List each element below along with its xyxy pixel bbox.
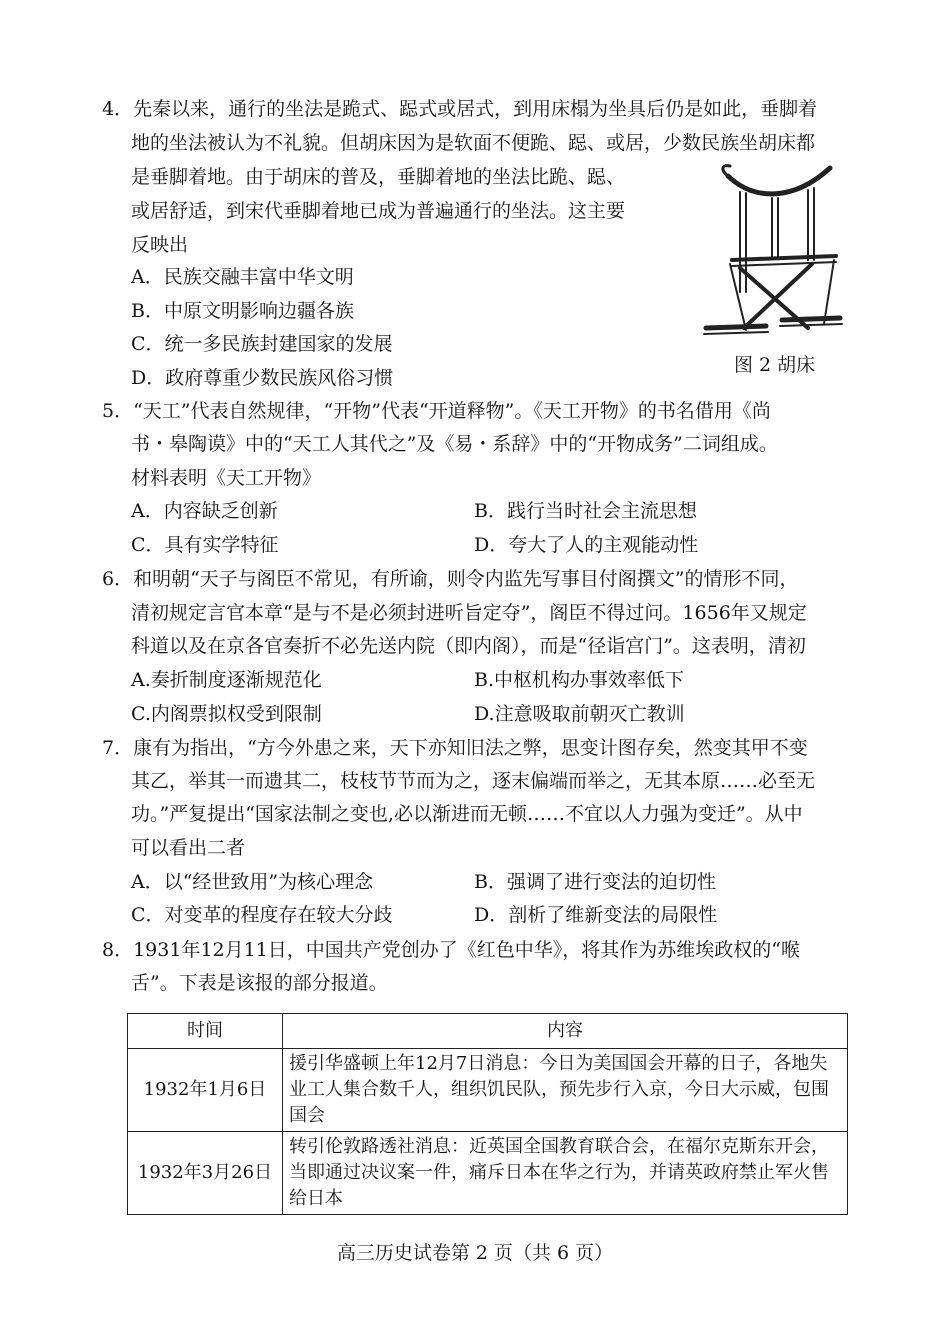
row-content: 援引华盛顿上年12月7日消息：今日为美国国会开幕的日子，各地失业工人集合数千人，组织饥民队，预先步行入京，今日大示威，包围国会 <box>283 1049 848 1132</box>
row-date: 1932年1月6日 <box>128 1049 283 1132</box>
q4-line-3: 是垂脚着地。由于胡床的普及，垂脚着地的坐法比跪、跽、 <box>131 166 626 188</box>
news-table <box>127 1013 848 1215</box>
q6-line-3: 科道以及在京各官奏折不必先送内院（即内阁），而是“径诣宫门”。这表明，清初 <box>131 635 806 657</box>
table-row <box>128 1132 848 1215</box>
q7-option-c: C．对变革的程度存在较大分歧 <box>131 904 393 926</box>
figure-caption: 图 2 胡床 <box>734 354 816 376</box>
q7-line-1: 7．康有为指出，“方今外患之来，天下亦知旧法之弊，思变计图存矣，然变其甲不变 <box>102 737 808 759</box>
row-date: 1932年3月26日 <box>128 1132 283 1215</box>
table-row <box>128 1049 848 1132</box>
q5-option-c: C．具有实学特征 <box>131 534 279 556</box>
page-footer: 高三历史试卷第 2 页（共 6 页） <box>336 1242 614 1264</box>
q8-line-1: 8．1931年12月11日，中国共产党创办了《红色中华》，将其作为苏维埃政权的“喉 <box>102 939 801 961</box>
q6-option-a: A.奏折制度逐渐规范化 <box>131 669 322 691</box>
q4-line-1: 4．先秦以来，通行的坐法是跪式、跽式或居式，到用床榻为坐具后仍是如此，垂脚着 <box>102 98 818 120</box>
q4-line-5: 反映出 <box>131 234 189 256</box>
folding-stool-illustration <box>700 160 850 350</box>
q4-line-2: 地的坐法被认为不礼貌。但胡床因为是软面不便跪、跽、或居，少数民族坐胡床都 <box>131 132 816 154</box>
q5-option-b: B．践行当时社会主流思想 <box>474 500 697 522</box>
q6-line-1: 6．和明朝“天子与阁臣不常见，有所谕，则令内监先写事目付阁撰文”的情形不同， <box>102 568 799 590</box>
q5-line-2: 书・皋陶谟》中的“天工人其代之”及《易・系辞》中的“开物成务”二词组成。 <box>131 433 778 455</box>
q4-option-b: B．中原文明影响边疆各族 <box>131 300 354 322</box>
q8-line-2: 舌”。下表是该报的部分报道。 <box>131 972 388 994</box>
header-time: 时间 <box>128 1014 283 1049</box>
q4-option-c: C．统一多民族封建国家的发展 <box>131 333 393 355</box>
row-content: 转引伦敦路透社消息：近英国全国教育联合会，在福尔克斯东开会，当即通过决议案一件，痛斥日本在华之行为，并请英政府禁止军火售给日本 <box>283 1132 848 1215</box>
q5-line-3: 材料表明《天工开物》 <box>131 467 322 489</box>
q7-option-a: A．以“经世致用”为核心理念 <box>131 871 374 893</box>
q5-line-1: 5．“天工”代表自然规律，“开物”代表“开道释物”。《天工开物》的书名借用《尚 <box>102 400 771 422</box>
q5-option-d: D．夸大了人的主观能动性 <box>474 534 699 556</box>
q7-line-4: 可以看出二者 <box>131 837 246 859</box>
q4-option-a: A．民族交融丰富中华文明 <box>131 266 354 288</box>
q6-option-b: B.中枢机构办事效率低下 <box>474 669 685 691</box>
header-content: 内容 <box>283 1014 848 1049</box>
q6-option-d: D.注意吸取前朝灭亡教训 <box>474 703 685 725</box>
q5-option-a: A．内容缺乏创新 <box>131 500 278 522</box>
q7-line-2: 其乙，举其一而遗其二，枝枝节节而为之，逐末偏端而举之，无其本原……必至无 <box>131 770 816 792</box>
q7-line-3: 功。”严复提出“国家法制之变也,必以渐进而无顿……不宜以人力强为变迁”。从中 <box>131 803 803 825</box>
table-header-row <box>128 1014 848 1049</box>
q7-option-d: D．剖析了维新变法的局限性 <box>474 904 718 926</box>
q6-line-2: 清初规定言官本章“是与不是必须封进听旨定夺”，阁臣不得过问。1656年又规定 <box>131 602 807 624</box>
q4-option-d: D．政府尊重少数民族风俗习惯 <box>131 367 394 389</box>
q6-option-c: C.内阁票拟权受到限制 <box>131 703 322 725</box>
q4-line-4: 或居舒适，到宋代垂脚着地已成为普遍通行的坐法。这主要 <box>131 200 626 222</box>
q7-option-b: B．强调了进行变法的迫切性 <box>474 871 716 893</box>
